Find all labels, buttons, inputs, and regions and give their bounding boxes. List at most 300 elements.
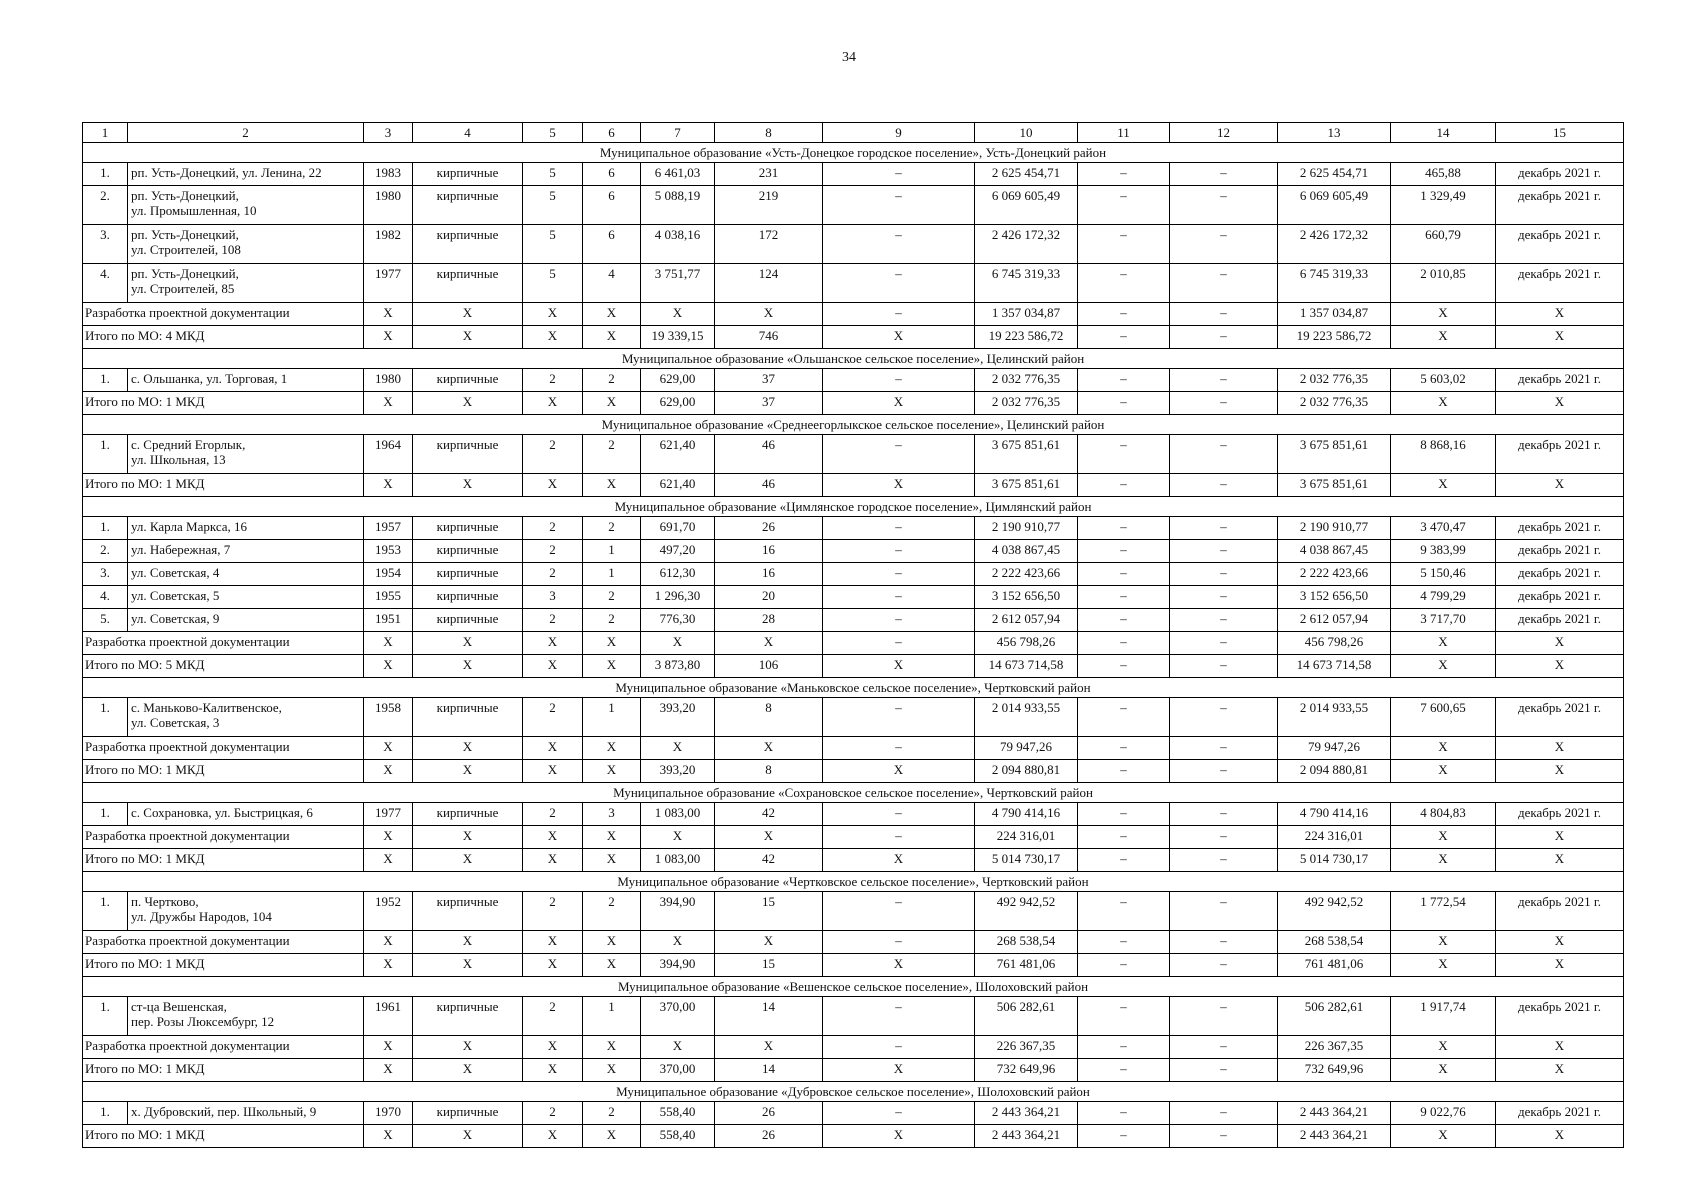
table-cell: X xyxy=(641,931,715,954)
table-cell: X xyxy=(523,760,583,783)
table-cell: X xyxy=(523,849,583,872)
table-cell: X xyxy=(364,1125,413,1148)
table-cell: X xyxy=(1496,303,1624,326)
table-cell: 16 xyxy=(715,563,823,586)
table-cell: 1980 xyxy=(364,186,413,225)
table-cell: 1 xyxy=(583,698,641,737)
table-cell: – xyxy=(1078,517,1170,540)
table-cell: X xyxy=(715,931,823,954)
table-cell: X xyxy=(523,474,583,497)
table-cell: 1 296,30 xyxy=(641,586,715,609)
table-cell: X xyxy=(641,737,715,760)
table-cell: 3 675 851,61 xyxy=(1278,474,1391,497)
table-cell: X xyxy=(413,655,523,678)
table-cell: – xyxy=(1170,892,1278,931)
table-cell: декабрь 2021 г. xyxy=(1496,369,1624,392)
table-cell: 20 xyxy=(715,586,823,609)
table-cell: 19 223 586,72 xyxy=(1278,326,1391,349)
total-row xyxy=(83,954,1624,977)
table-cell: 14 xyxy=(715,1059,823,1082)
table-cell: 1 357 034,87 xyxy=(975,303,1078,326)
table-cell: 2 xyxy=(523,563,583,586)
table-cell: 1 917,74 xyxy=(1391,997,1496,1036)
table-cell: 3 470,47 xyxy=(1391,517,1496,540)
table-cell: 4. xyxy=(83,264,128,303)
table-cell: 9 022,76 xyxy=(1391,1102,1496,1125)
table-cell: 370,00 xyxy=(641,997,715,1036)
table-cell: X xyxy=(1496,392,1624,415)
table-cell: кирпичные xyxy=(413,264,523,303)
table-cell: – xyxy=(1078,225,1170,264)
table-cell: X xyxy=(715,737,823,760)
table-cell: – xyxy=(823,540,975,563)
table-cell: 6 069 605,49 xyxy=(1278,186,1391,225)
table-cell: X xyxy=(715,826,823,849)
table-cell: 1. xyxy=(83,698,128,737)
table-cell: 393,20 xyxy=(641,698,715,737)
table-cell: – xyxy=(1078,1102,1170,1125)
total-label: Итого по МО: 1 МКД xyxy=(83,1059,364,1082)
total-label: Итого по МО: 1 МКД xyxy=(83,954,364,977)
table-cell: кирпичные xyxy=(413,369,523,392)
table-cell: 19 223 586,72 xyxy=(975,326,1078,349)
table-cell: 26 xyxy=(715,1102,823,1125)
design-docs-row xyxy=(83,826,1624,849)
table-cell: X xyxy=(823,474,975,497)
table-cell: – xyxy=(1078,369,1170,392)
address-cell: х. Дубровский, пер. Школьный, 9 xyxy=(128,1102,364,1125)
table-cell: 3 xyxy=(523,586,583,609)
table-cell: X xyxy=(523,655,583,678)
table-cell: – xyxy=(1170,225,1278,264)
table-cell: 226 367,35 xyxy=(1278,1036,1391,1059)
table-cell: 8 xyxy=(715,698,823,737)
table-cell: 15 xyxy=(715,892,823,931)
table-cell: X xyxy=(715,303,823,326)
table-cell: X xyxy=(823,1125,975,1148)
table-cell: 1. xyxy=(83,435,128,474)
table-cell: – xyxy=(1170,931,1278,954)
table-cell: – xyxy=(1078,1059,1170,1082)
table-cell: – xyxy=(1170,303,1278,326)
total-row xyxy=(83,760,1624,783)
table-cell: – xyxy=(1078,392,1170,415)
table-cell: 16 xyxy=(715,540,823,563)
table-cell: X xyxy=(1496,632,1624,655)
table-cell: X xyxy=(413,326,523,349)
design-docs-row xyxy=(83,632,1624,655)
table-cell: 6 745 319,33 xyxy=(1278,264,1391,303)
table-cell: X xyxy=(523,1125,583,1148)
table-cell: 2 xyxy=(523,369,583,392)
table-cell: 5. xyxy=(83,609,128,632)
table-cell: X xyxy=(1496,1125,1624,1148)
table-cell: 6 745 319,33 xyxy=(975,264,1078,303)
table-cell: 2 xyxy=(523,892,583,931)
total-label: Итого по МО: 4 МКД xyxy=(83,326,364,349)
table-row xyxy=(83,540,1624,563)
table-cell: 1. xyxy=(83,163,128,186)
table-row xyxy=(83,225,1624,264)
table-cell: 612,30 xyxy=(641,563,715,586)
address-cell: с. Маньково-Калитвенское, ул. Советская, 3 xyxy=(128,698,364,737)
table-cell: – xyxy=(1078,540,1170,563)
table-cell: 2 443 364,21 xyxy=(1278,1102,1391,1125)
table-cell: 268 538,54 xyxy=(975,931,1078,954)
municipality-header-row xyxy=(83,415,1624,435)
table-cell: 3. xyxy=(83,225,128,264)
table-cell: 8 868,16 xyxy=(1391,435,1496,474)
municipality-header-row xyxy=(83,143,1624,163)
table-cell: X xyxy=(413,849,523,872)
table-cell: декабрь 2021 г. xyxy=(1496,586,1624,609)
table-cell: 558,40 xyxy=(641,1102,715,1125)
address-cell: рп. Усть-Донецкий, ул. Строителей, 85 xyxy=(128,264,364,303)
table-cell: X xyxy=(413,1059,523,1082)
column-number-cell: 5 xyxy=(523,123,583,143)
table-cell: X xyxy=(1391,954,1496,977)
table-cell: – xyxy=(1170,1102,1278,1125)
table-cell: 1. xyxy=(83,803,128,826)
table-cell: – xyxy=(1170,1036,1278,1059)
table-cell: X xyxy=(583,931,641,954)
table-cell: – xyxy=(1170,392,1278,415)
table-cell: 4 038 867,45 xyxy=(1278,540,1391,563)
table-cell: X xyxy=(583,737,641,760)
table-cell: 14 673 714,58 xyxy=(1278,655,1391,678)
table-cell: 4 790 414,16 xyxy=(1278,803,1391,826)
table-cell: – xyxy=(823,586,975,609)
table-cell: 746 xyxy=(715,326,823,349)
table-cell: 732 649,96 xyxy=(975,1059,1078,1082)
table-cell: кирпичные xyxy=(413,435,523,474)
table-cell: – xyxy=(1078,586,1170,609)
table-cell: X xyxy=(1391,760,1496,783)
table-cell: 2 094 880,81 xyxy=(975,760,1078,783)
address-cell: п. Чертково, ул. Дружбы Народов, 104 xyxy=(128,892,364,931)
table-cell: – xyxy=(823,1036,975,1059)
table-cell: кирпичные xyxy=(413,225,523,264)
table-cell: 370,00 xyxy=(641,1059,715,1082)
table-cell: 2 xyxy=(583,609,641,632)
table-row xyxy=(83,186,1624,225)
table-cell: 2 032 776,35 xyxy=(975,369,1078,392)
table-cell: 2 xyxy=(523,435,583,474)
table-cell: – xyxy=(1170,954,1278,977)
table-cell: X xyxy=(583,1059,641,1082)
table-cell: 6 xyxy=(583,186,641,225)
table-cell: 2 xyxy=(523,997,583,1036)
municipality-header-row xyxy=(83,497,1624,517)
table-cell: 172 xyxy=(715,225,823,264)
table-cell: 5 150,46 xyxy=(1391,563,1496,586)
table-cell: X xyxy=(583,392,641,415)
table-cell: – xyxy=(823,435,975,474)
table-row xyxy=(83,1102,1624,1125)
table-cell: X xyxy=(1391,655,1496,678)
table-cell: X xyxy=(823,954,975,977)
municipality-title: Муниципальное образование «Маньковское сельское поселение», Чертковский район xyxy=(83,678,1624,698)
table-cell: X xyxy=(1391,1036,1496,1059)
table-cell: X xyxy=(1391,849,1496,872)
table-cell: X xyxy=(1496,954,1624,977)
table-cell: X xyxy=(364,474,413,497)
table-cell: 3 152 656,50 xyxy=(1278,586,1391,609)
table-cell: 1980 xyxy=(364,369,413,392)
table-cell: – xyxy=(1170,849,1278,872)
table-cell: – xyxy=(823,698,975,737)
table-cell: 2 612 057,94 xyxy=(975,609,1078,632)
table-row xyxy=(83,369,1624,392)
table-cell: 776,30 xyxy=(641,609,715,632)
table-cell: – xyxy=(1078,931,1170,954)
table-cell: 2 xyxy=(523,698,583,737)
table-cell: 4 038,16 xyxy=(641,225,715,264)
table-cell: X xyxy=(1496,826,1624,849)
column-number-cell: 10 xyxy=(975,123,1078,143)
municipality-header-row xyxy=(83,977,1624,997)
total-label: Итого по МО: 1 МКД xyxy=(83,474,364,497)
table-cell: – xyxy=(1078,849,1170,872)
table-cell: – xyxy=(823,369,975,392)
table-cell: X xyxy=(523,632,583,655)
table-cell: X xyxy=(583,655,641,678)
column-number-cell: 9 xyxy=(823,123,975,143)
total-row xyxy=(83,849,1624,872)
table-cell: 1. xyxy=(83,1102,128,1125)
table-cell: 497,20 xyxy=(641,540,715,563)
table-cell: – xyxy=(1170,563,1278,586)
table-cell: – xyxy=(1078,760,1170,783)
table-cell: X xyxy=(823,760,975,783)
table-row xyxy=(83,803,1624,826)
table-cell: 79 947,26 xyxy=(1278,737,1391,760)
column-number-cell: 6 xyxy=(583,123,641,143)
table-cell: 6 069 605,49 xyxy=(975,186,1078,225)
table-cell: декабрь 2021 г. xyxy=(1496,892,1624,931)
table-cell: кирпичные xyxy=(413,997,523,1036)
table-cell: 1. xyxy=(83,369,128,392)
table-row xyxy=(83,563,1624,586)
table-cell: 79 947,26 xyxy=(975,737,1078,760)
table-cell: X xyxy=(583,826,641,849)
table-cell: 761 481,06 xyxy=(975,954,1078,977)
table-cell: 2 190 910,77 xyxy=(975,517,1078,540)
table-cell: X xyxy=(823,1059,975,1082)
municipality-title: Муниципальное образование «Сохрановское сельское поселение», Чертковский район xyxy=(83,783,1624,803)
table-cell: X xyxy=(583,632,641,655)
table-cell: X xyxy=(364,954,413,977)
table-cell: 1 329,49 xyxy=(1391,186,1496,225)
table-cell: 2 032 776,35 xyxy=(1278,369,1391,392)
table-cell: 660,79 xyxy=(1391,225,1496,264)
design-docs-row xyxy=(83,931,1624,954)
table-cell: X xyxy=(715,632,823,655)
table-cell: – xyxy=(1078,609,1170,632)
table-row xyxy=(83,586,1624,609)
table-cell: X xyxy=(1496,760,1624,783)
table-cell: X xyxy=(1496,326,1624,349)
table-cell: X xyxy=(1496,931,1624,954)
table-cell: 1983 xyxy=(364,163,413,186)
table-cell: 6 xyxy=(583,225,641,264)
table-cell: 4 804,83 xyxy=(1391,803,1496,826)
table-cell: 224 316,01 xyxy=(1278,826,1391,849)
table-cell: декабрь 2021 г. xyxy=(1496,609,1624,632)
table-cell: X xyxy=(364,655,413,678)
address-cell: ул. Набережная, 7 xyxy=(128,540,364,563)
table-cell: 2 xyxy=(583,517,641,540)
table-cell: 2 xyxy=(523,1102,583,1125)
table-cell: 42 xyxy=(715,849,823,872)
table-cell: 2 xyxy=(583,435,641,474)
table-cell: 2 625 454,71 xyxy=(1278,163,1391,186)
table-cell: X xyxy=(364,760,413,783)
total-label: Итого по МО: 1 МКД xyxy=(83,392,364,415)
table-cell: – xyxy=(1078,163,1170,186)
table-cell: 2 190 910,77 xyxy=(1278,517,1391,540)
total-row xyxy=(83,1059,1624,1082)
column-number-cell: 3 xyxy=(364,123,413,143)
municipality-title: Муниципальное образование «Ольшанское сельское поселение», Целинский район xyxy=(83,349,1624,369)
table-cell: – xyxy=(823,826,975,849)
address-cell: ст-ца Вешенская, пер. Розы Люксембург, 12 xyxy=(128,997,364,1036)
table-cell: 558,40 xyxy=(641,1125,715,1148)
table-cell: X xyxy=(364,1059,413,1082)
table-cell: 6 xyxy=(583,163,641,186)
table-cell: – xyxy=(1078,997,1170,1036)
table-cell: 1955 xyxy=(364,586,413,609)
table-cell: – xyxy=(1078,1036,1170,1059)
table-cell: X xyxy=(641,632,715,655)
table-cell: – xyxy=(1170,803,1278,826)
table-cell: кирпичные xyxy=(413,609,523,632)
design-docs-label: Разработка проектной документации xyxy=(83,931,364,954)
table-row xyxy=(83,997,1624,1036)
design-docs-label: Разработка проектной документации xyxy=(83,632,364,655)
table-cell: X xyxy=(823,849,975,872)
total-row xyxy=(83,1125,1624,1148)
table-cell: 3 675 851,61 xyxy=(1278,435,1391,474)
table-cell: – xyxy=(823,303,975,326)
table-cell: X xyxy=(1391,931,1496,954)
table-cell: 1 xyxy=(583,997,641,1036)
column-number-cell: 13 xyxy=(1278,123,1391,143)
table-cell: – xyxy=(1170,163,1278,186)
table-cell: кирпичные xyxy=(413,517,523,540)
table-cell: – xyxy=(1078,632,1170,655)
column-number-cell: 14 xyxy=(1391,123,1496,143)
table-cell: 621,40 xyxy=(641,435,715,474)
table-cell: X xyxy=(364,303,413,326)
total-label: Итого по МО: 1 МКД xyxy=(83,760,364,783)
table-cell: – xyxy=(1170,326,1278,349)
table-cell: – xyxy=(1078,264,1170,303)
table-cell: – xyxy=(1170,186,1278,225)
table-cell: X xyxy=(715,1036,823,1059)
table-cell: X xyxy=(1391,826,1496,849)
table-cell: – xyxy=(1078,892,1170,931)
table-cell: 1970 xyxy=(364,1102,413,1125)
table-cell: X xyxy=(364,632,413,655)
table-cell: 4 xyxy=(583,264,641,303)
table-cell: 5 xyxy=(523,163,583,186)
table-row xyxy=(83,435,1624,474)
table-cell: 2 xyxy=(583,369,641,392)
table-cell: – xyxy=(1170,632,1278,655)
table-cell: – xyxy=(1170,474,1278,497)
total-row xyxy=(83,655,1624,678)
table-cell: – xyxy=(1078,803,1170,826)
address-cell: с. Ольшанка, ул. Торговая, 1 xyxy=(128,369,364,392)
table-cell: кирпичные xyxy=(413,540,523,563)
table-cell: – xyxy=(823,737,975,760)
table-cell: 19 339,15 xyxy=(641,326,715,349)
column-number-cell: 1 xyxy=(83,123,128,143)
table-cell: – xyxy=(1170,698,1278,737)
table-cell: X xyxy=(1391,632,1496,655)
table-cell: 8 xyxy=(715,760,823,783)
table-cell: 7 600,65 xyxy=(1391,698,1496,737)
table-cell: X xyxy=(523,303,583,326)
table-cell: 2 xyxy=(523,517,583,540)
table-cell: – xyxy=(1078,737,1170,760)
table-cell: X xyxy=(413,826,523,849)
municipality-header-row xyxy=(83,1082,1624,1102)
table-cell: 106 xyxy=(715,655,823,678)
address-cell: с. Средний Егорлык, ул. Школьная, 13 xyxy=(128,435,364,474)
table-cell: 1952 xyxy=(364,892,413,931)
table-cell: X xyxy=(1496,1036,1624,1059)
table-cell: 14 xyxy=(715,997,823,1036)
table-cell: 219 xyxy=(715,186,823,225)
table-cell: 1. xyxy=(83,997,128,1036)
table-cell: 1 083,00 xyxy=(641,849,715,872)
table-body xyxy=(83,123,1624,1148)
table-cell: кирпичные xyxy=(413,1102,523,1125)
table-cell: 2 443 364,21 xyxy=(975,1102,1078,1125)
table-cell: 5 xyxy=(523,186,583,225)
table-cell: X xyxy=(413,474,523,497)
table-cell: – xyxy=(1078,303,1170,326)
table-cell: – xyxy=(1170,826,1278,849)
table-cell: 4 790 414,16 xyxy=(975,803,1078,826)
table-cell: – xyxy=(823,632,975,655)
address-cell: ул. Советская, 5 xyxy=(128,586,364,609)
municipality-header-row xyxy=(83,678,1624,698)
table-cell: X xyxy=(523,1059,583,1082)
table-cell: 456 798,26 xyxy=(1278,632,1391,655)
table-cell: X xyxy=(641,303,715,326)
table-cell: X xyxy=(1496,849,1624,872)
table-cell: 268 538,54 xyxy=(1278,931,1391,954)
table-cell: декабрь 2021 г. xyxy=(1496,264,1624,303)
table-cell: – xyxy=(823,609,975,632)
table-cell: 2 xyxy=(583,1102,641,1125)
table-cell: X xyxy=(641,1036,715,1059)
total-row xyxy=(83,474,1624,497)
table-cell: X xyxy=(413,931,523,954)
table-cell: X xyxy=(413,1125,523,1148)
table-cell: 2 222 423,66 xyxy=(1278,563,1391,586)
design-docs-label: Разработка проектной документации xyxy=(83,1036,364,1059)
table-cell: 1 xyxy=(583,563,641,586)
table-cell: 3 152 656,50 xyxy=(975,586,1078,609)
table-cell: 492 942,52 xyxy=(1278,892,1391,931)
table-cell: – xyxy=(1078,474,1170,497)
address-cell: с. Сохрановка, ул. Быстрицкая, 6 xyxy=(128,803,364,826)
table-cell: – xyxy=(1078,435,1170,474)
